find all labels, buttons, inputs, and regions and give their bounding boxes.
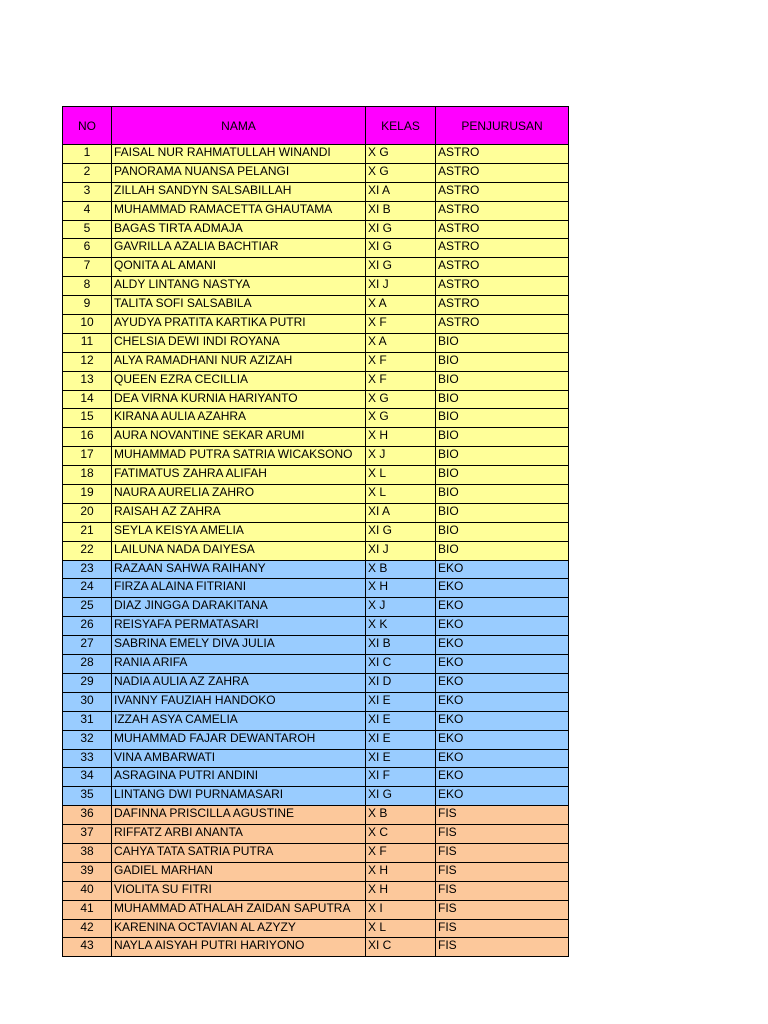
table-row — [63, 900, 569, 919]
cell-kelas: X F — [366, 352, 436, 371]
cell-no: 30 — [63, 692, 112, 711]
cell-nama: DIAZ JINGGA DARAKITANA — [112, 598, 366, 617]
cell-penjurusan: ASTRO — [436, 239, 569, 258]
cell-no: 11 — [63, 333, 112, 352]
cell-nama: REISYAFA PERMATASARI — [112, 617, 366, 636]
cell-no: 22 — [63, 541, 112, 560]
table-row — [63, 862, 569, 881]
cell-no: 41 — [63, 900, 112, 919]
cell-no: 35 — [63, 787, 112, 806]
table-row — [63, 428, 569, 447]
cell-penjurusan: BIO — [436, 447, 569, 466]
table-row — [63, 503, 569, 522]
cell-nama: PANORAMA NUANSA PELANGI — [112, 163, 366, 182]
cell-nama: QUEEN EZRA CECILLIA — [112, 371, 366, 390]
cell-nama: FATIMATUS ZAHRA ALIFAH — [112, 466, 366, 485]
cell-kelas: X L — [366, 919, 436, 938]
cell-penjurusan: BIO — [436, 390, 569, 409]
cell-no: 3 — [63, 182, 112, 201]
cell-nama: KARENINA OCTAVIAN AL AZYZY — [112, 919, 366, 938]
cell-kelas: XI E — [366, 730, 436, 749]
cell-no: 20 — [63, 503, 112, 522]
cell-no: 25 — [63, 598, 112, 617]
cell-penjurusan: FIS — [436, 862, 569, 881]
student-table — [62, 106, 569, 957]
cell-penjurusan: FIS — [436, 825, 569, 844]
cell-kelas: X K — [366, 617, 436, 636]
table-row — [63, 598, 569, 617]
cell-nama: NAYLA AISYAH PUTRI HARIYONO — [112, 938, 366, 957]
cell-kelas: XI G — [366, 239, 436, 258]
cell-nama: FAISAL NUR RAHMATULLAH WINANDI — [112, 145, 366, 164]
cell-penjurusan: EKO — [436, 730, 569, 749]
cell-nama: LINTANG DWI PURNAMASARI — [112, 787, 366, 806]
cell-penjurusan: BIO — [436, 333, 569, 352]
cell-penjurusan: EKO — [436, 560, 569, 579]
cell-penjurusan: BIO — [436, 466, 569, 485]
cell-penjurusan: FIS — [436, 900, 569, 919]
table-row — [63, 749, 569, 768]
table-row — [63, 787, 569, 806]
table-row — [63, 163, 569, 182]
cell-no: 9 — [63, 296, 112, 315]
cell-penjurusan: BIO — [436, 371, 569, 390]
cell-no: 8 — [63, 277, 112, 296]
cell-kelas: X B — [366, 806, 436, 825]
cell-no: 43 — [63, 938, 112, 957]
cell-penjurusan: ASTRO — [436, 182, 569, 201]
cell-kelas: X I — [366, 900, 436, 919]
cell-no: 33 — [63, 749, 112, 768]
cell-kelas: XI C — [366, 938, 436, 957]
table-row — [63, 579, 569, 598]
cell-nama: VINA AMBARWATI — [112, 749, 366, 768]
cell-no: 16 — [63, 428, 112, 447]
cell-nama: GADIEL MARHAN — [112, 862, 366, 881]
cell-no: 38 — [63, 843, 112, 862]
cell-kelas: X G — [366, 163, 436, 182]
table-row — [63, 843, 569, 862]
cell-no: 39 — [63, 862, 112, 881]
cell-no: 26 — [63, 617, 112, 636]
table-row — [63, 315, 569, 334]
cell-nama: ZILLAH SANDYN SALSABILLAH — [112, 182, 366, 201]
cell-nama: CAHYA TATA SATRIA PUTRA — [112, 843, 366, 862]
cell-kelas: XI A — [366, 182, 436, 201]
table-row — [63, 560, 569, 579]
cell-nama: IZZAH ASYA CAMELIA — [112, 711, 366, 730]
cell-nama: SABRINA EMELY DIVA JULIA — [112, 636, 366, 655]
table-row — [63, 333, 569, 352]
cell-kelas: XI G — [366, 522, 436, 541]
cell-nama: FIRZA ALAINA FITRIANI — [112, 579, 366, 598]
cell-no: 2 — [63, 163, 112, 182]
cell-nama: MUHAMMAD FAJAR DEWANTAROH — [112, 730, 366, 749]
cell-nama: LAILUNA NADA DAIYESA — [112, 541, 366, 560]
table-row — [63, 522, 569, 541]
cell-no: 13 — [63, 371, 112, 390]
cell-kelas: XI J — [366, 277, 436, 296]
cell-kelas: X F — [366, 371, 436, 390]
header-kelas: KELAS — [366, 107, 436, 145]
cell-kelas: X J — [366, 447, 436, 466]
table-row — [63, 673, 569, 692]
cell-nama: DAFINNA PRISCILLA AGUSTINE — [112, 806, 366, 825]
cell-penjurusan: BIO — [436, 409, 569, 428]
table-row — [63, 485, 569, 504]
cell-nama: AYUDYA PRATITA KARTIKA PUTRI — [112, 315, 366, 334]
cell-nama: IVANNY FAUZIAH HANDOKO — [112, 692, 366, 711]
cell-no: 15 — [63, 409, 112, 428]
cell-nama: ALYA RAMADHANI NUR AZIZAH — [112, 352, 366, 371]
cell-nama: NAURA AURELIA ZAHRO — [112, 485, 366, 504]
cell-penjurusan: EKO — [436, 636, 569, 655]
cell-no: 6 — [63, 239, 112, 258]
table-row — [63, 692, 569, 711]
cell-no: 4 — [63, 201, 112, 220]
table-row — [63, 447, 569, 466]
cell-penjurusan: BIO — [436, 352, 569, 371]
cell-penjurusan: EKO — [436, 617, 569, 636]
table-row — [63, 636, 569, 655]
cell-kelas: XI E — [366, 692, 436, 711]
cell-nama: ASRAGINA PUTRI ANDINI — [112, 768, 366, 787]
cell-no: 19 — [63, 485, 112, 504]
table-row — [63, 617, 569, 636]
cell-no: 31 — [63, 711, 112, 730]
cell-kelas: XI E — [366, 711, 436, 730]
cell-kelas: XI G — [366, 220, 436, 239]
cell-nama: RIFFATZ ARBI ANANTA — [112, 825, 366, 844]
cell-kelas: XI G — [366, 787, 436, 806]
cell-no: 1 — [63, 145, 112, 164]
table-row — [63, 220, 569, 239]
cell-nama: DEA VIRNA KURNIA HARIYANTO — [112, 390, 366, 409]
table-row — [63, 409, 569, 428]
cell-nama: BAGAS TIRTA ADMAJA — [112, 220, 366, 239]
cell-penjurusan: FIS — [436, 938, 569, 957]
cell-penjurusan: FIS — [436, 919, 569, 938]
cell-penjurusan: EKO — [436, 711, 569, 730]
table-row — [63, 258, 569, 277]
cell-penjurusan: EKO — [436, 692, 569, 711]
table-row — [63, 277, 569, 296]
cell-penjurusan: BIO — [436, 522, 569, 541]
table-row — [63, 711, 569, 730]
header-penjurusan: PENJURUSAN — [436, 107, 569, 145]
cell-penjurusan: FIS — [436, 843, 569, 862]
table-row — [63, 541, 569, 560]
cell-penjurusan: EKO — [436, 579, 569, 598]
cell-penjurusan: FIS — [436, 881, 569, 900]
cell-kelas: X H — [366, 881, 436, 900]
cell-no: 24 — [63, 579, 112, 598]
cell-nama: KIRANA AULIA AZAHRA — [112, 409, 366, 428]
cell-penjurusan: ASTRO — [436, 145, 569, 164]
cell-kelas: X A — [366, 296, 436, 315]
cell-nama: GAVRILLA AZALIA BACHTIAR — [112, 239, 366, 258]
table-row — [63, 825, 569, 844]
cell-kelas: X G — [366, 390, 436, 409]
cell-kelas: XI G — [366, 258, 436, 277]
cell-nama: SEYLA KEISYA AMELIA — [112, 522, 366, 541]
cell-no: 23 — [63, 560, 112, 579]
cell-nama: MUHAMMAD ATHALAH ZAIDAN SAPUTRA — [112, 900, 366, 919]
cell-no: 40 — [63, 881, 112, 900]
cell-kelas: XI A — [366, 503, 436, 522]
cell-nama: RANIA ARIFA — [112, 655, 366, 674]
cell-penjurusan: BIO — [436, 485, 569, 504]
header-nama: NAMA — [112, 107, 366, 145]
cell-no: 34 — [63, 768, 112, 787]
cell-kelas: X G — [366, 409, 436, 428]
cell-no: 10 — [63, 315, 112, 334]
cell-no: 37 — [63, 825, 112, 844]
cell-no: 21 — [63, 522, 112, 541]
table-row — [63, 352, 569, 371]
cell-penjurusan: FIS — [436, 806, 569, 825]
cell-nama: TALITA SOFI SALSABILA — [112, 296, 366, 315]
table-row — [63, 239, 569, 258]
table-row — [63, 145, 569, 164]
cell-nama: RAISAH AZ ZAHRA — [112, 503, 366, 522]
cell-penjurusan: ASTRO — [436, 277, 569, 296]
cell-kelas: XI B — [366, 201, 436, 220]
cell-kelas: X A — [366, 333, 436, 352]
cell-kelas: X H — [366, 579, 436, 598]
cell-nama: AURA NOVANTINE SEKAR ARUMI — [112, 428, 366, 447]
cell-nama: ALDY LINTANG NASTYA — [112, 277, 366, 296]
cell-penjurusan: EKO — [436, 655, 569, 674]
cell-penjurusan: EKO — [436, 673, 569, 692]
header-no: NO — [63, 107, 112, 145]
cell-penjurusan: ASTRO — [436, 258, 569, 277]
cell-kelas: X H — [366, 428, 436, 447]
cell-no: 5 — [63, 220, 112, 239]
cell-no: 12 — [63, 352, 112, 371]
cell-penjurusan: BIO — [436, 541, 569, 560]
cell-kelas: X F — [366, 315, 436, 334]
cell-penjurusan: EKO — [436, 749, 569, 768]
table-row — [63, 466, 569, 485]
cell-nama: QONITA AL AMANI — [112, 258, 366, 277]
cell-no: 14 — [63, 390, 112, 409]
header-row — [63, 107, 569, 145]
cell-kelas: X B — [366, 560, 436, 579]
table-row — [63, 182, 569, 201]
cell-kelas: XI C — [366, 655, 436, 674]
cell-nama: MUHAMMAD RAMACETTA GHAUTAMA — [112, 201, 366, 220]
cell-penjurusan: ASTRO — [436, 315, 569, 334]
table-row — [63, 768, 569, 787]
cell-kelas: XI F — [366, 768, 436, 787]
cell-penjurusan: EKO — [436, 768, 569, 787]
cell-kelas: X L — [366, 485, 436, 504]
table-row — [63, 296, 569, 315]
cell-penjurusan: ASTRO — [436, 296, 569, 315]
cell-kelas: XI E — [366, 749, 436, 768]
cell-kelas: XI B — [366, 636, 436, 655]
cell-penjurusan: ASTRO — [436, 201, 569, 220]
cell-kelas: X L — [366, 466, 436, 485]
table-row — [63, 919, 569, 938]
cell-kelas: X J — [366, 598, 436, 617]
table-row — [63, 730, 569, 749]
cell-kelas: XI J — [366, 541, 436, 560]
cell-nama: VIOLITA SU FITRI — [112, 881, 366, 900]
table-row — [63, 371, 569, 390]
table-row — [63, 806, 569, 825]
cell-penjurusan: BIO — [436, 428, 569, 447]
cell-penjurusan: EKO — [436, 598, 569, 617]
cell-no: 32 — [63, 730, 112, 749]
cell-no: 7 — [63, 258, 112, 277]
cell-penjurusan: ASTRO — [436, 220, 569, 239]
cell-kelas: X F — [366, 843, 436, 862]
cell-kelas: X G — [366, 145, 436, 164]
cell-no: 18 — [63, 466, 112, 485]
cell-no: 29 — [63, 673, 112, 692]
cell-no: 42 — [63, 919, 112, 938]
table-row — [63, 201, 569, 220]
cell-no: 27 — [63, 636, 112, 655]
cell-no: 17 — [63, 447, 112, 466]
table-row — [63, 938, 569, 957]
cell-kelas: XI D — [366, 673, 436, 692]
cell-no: 36 — [63, 806, 112, 825]
cell-nama: CHELSIA DEWI INDI ROYANA — [112, 333, 366, 352]
cell-kelas: X H — [366, 862, 436, 881]
cell-penjurusan: BIO — [436, 503, 569, 522]
cell-nama: NADIA AULIA AZ ZAHRA — [112, 673, 366, 692]
cell-kelas: X C — [366, 825, 436, 844]
table-row — [63, 655, 569, 674]
cell-no: 28 — [63, 655, 112, 674]
cell-nama: MUHAMMAD PUTRA SATRIA WICAKSONO — [112, 447, 366, 466]
cell-penjurusan: ASTRO — [436, 163, 569, 182]
table-row — [63, 881, 569, 900]
cell-penjurusan: EKO — [436, 787, 569, 806]
table-row — [63, 390, 569, 409]
cell-nama: RAZAAN SAHWA RAIHANY — [112, 560, 366, 579]
